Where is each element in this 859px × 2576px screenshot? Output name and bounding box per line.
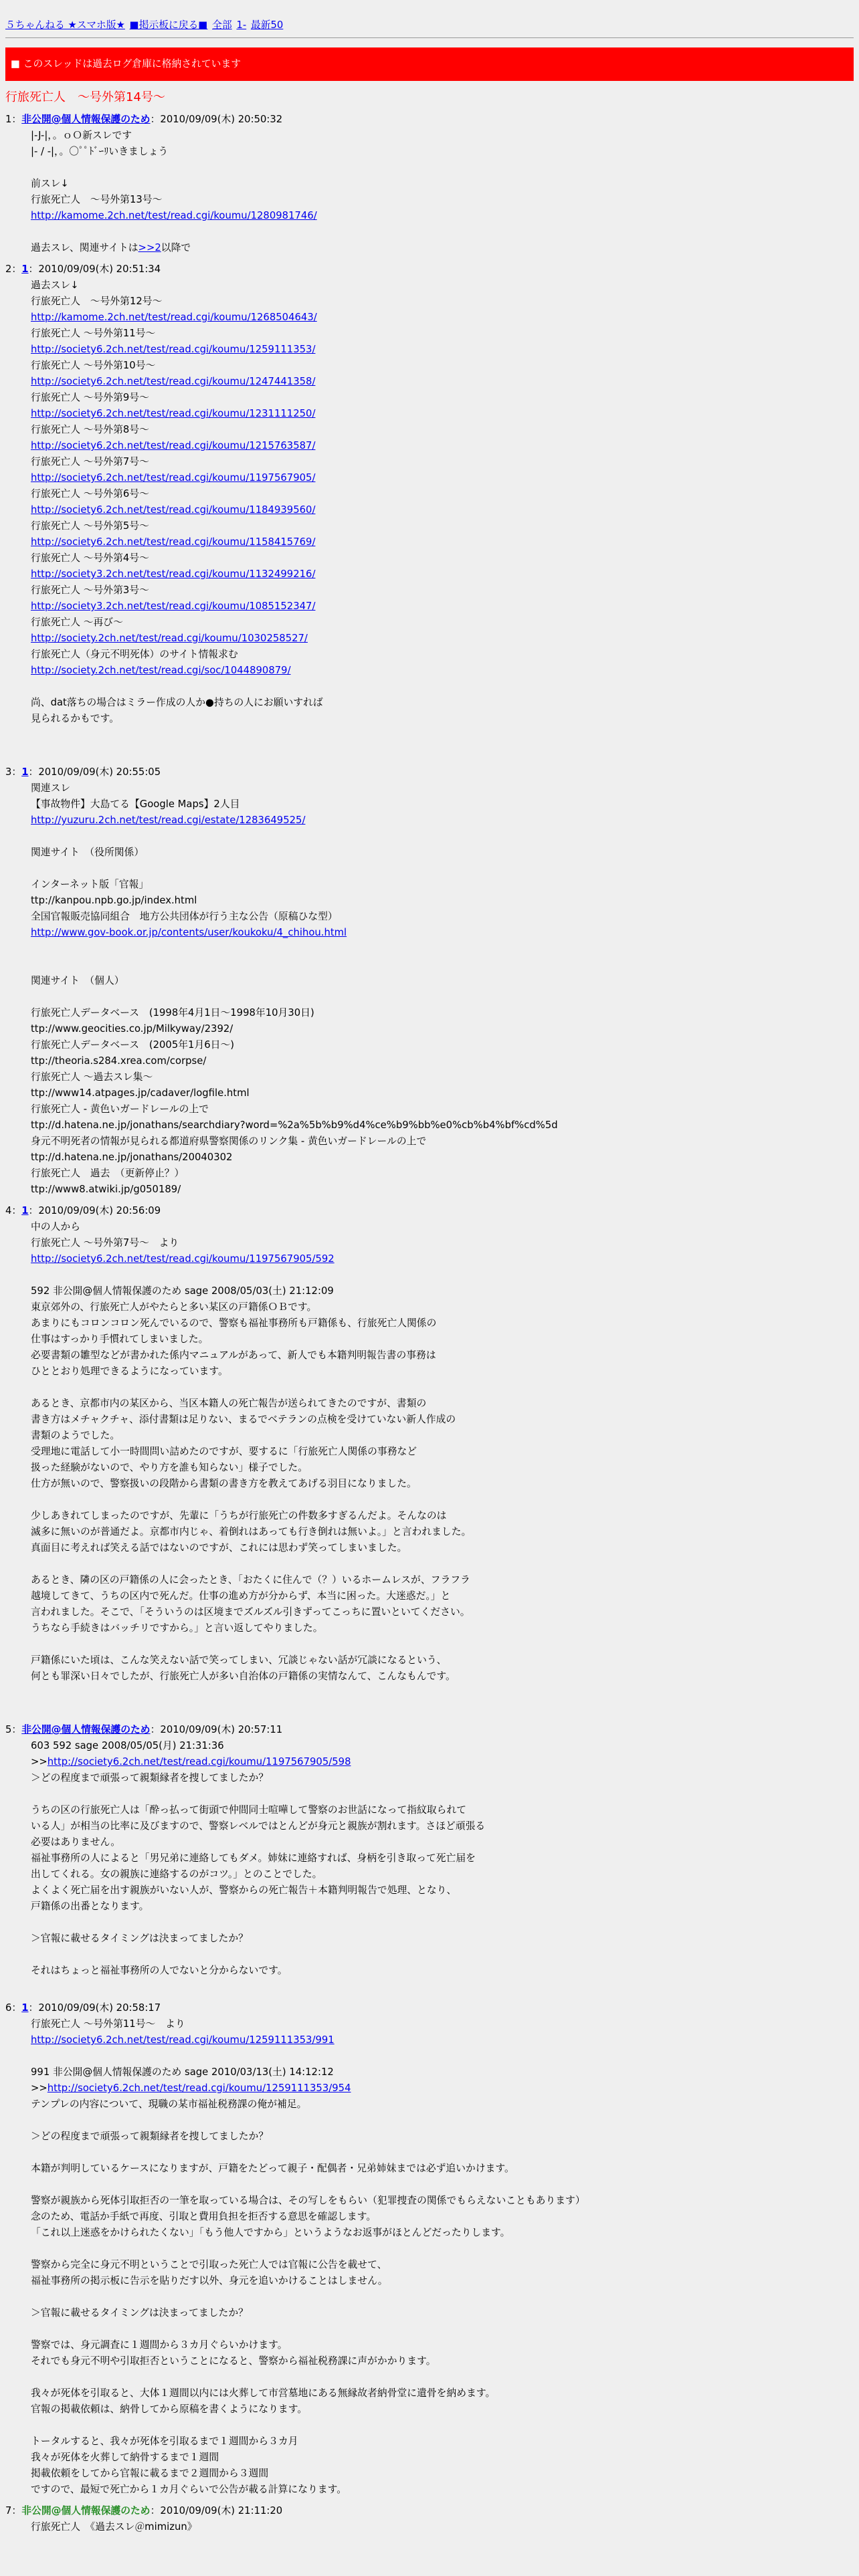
post-line: 行旅死亡人 ～号外第11号～	[31, 328, 156, 339]
post-line: あるとき、隣の区の戸籍係の人に会ったとき、「おたくに住んで（？）いるホームレスが、フラフラ	[31, 1574, 470, 1586]
post-line	[31, 160, 859, 176]
post-line: 行旅死亡人（身元不明死体）のサイト情報求む	[31, 649, 238, 660]
post-line	[31, 1786, 859, 1802]
post-line: ＞官報に載せるタイミングは決まってましたか？	[31, 2307, 248, 2319]
post-line	[31, 727, 859, 743]
thread-title: 行旅死亡人 ～号外第14号～	[5, 90, 165, 104]
post-line	[31, 631, 859, 647]
post-link[interactable]: http://kamome.2ch.net/test/read.cgi/koumu/1280981746/	[31, 210, 317, 221]
poster-name-link[interactable]: 1	[21, 1205, 29, 1216]
post-line: うちなら手続きはバッチリですから。」と言い返してやりました。	[31, 1622, 323, 1634]
post-line: 行旅死亡人 《過去スレ＠mimizun》	[31, 2521, 197, 2533]
post	[0, 764, 859, 1198]
post-link[interactable]: http://yuzuru.2ch.net/test/read.cgi/estate/1283649525/	[31, 815, 306, 826]
post-line	[31, 2418, 859, 2434]
post-header: 4：1：2010/09/09(木) 20:56:09	[5, 1205, 161, 1216]
post-link[interactable]: http://society6.2ch.net/test/read.cgi/koumu/1259111353/991	[31, 2034, 335, 2046]
post-date: 2010/09/09(木) 20:55:05	[38, 766, 161, 778]
post-link[interactable]: http://society6.2ch.net/test/read.cgi/koumu/1247441358/	[31, 376, 316, 387]
post-body	[0, 2519, 859, 2535]
post-body	[0, 128, 859, 256]
post-line: 真面目に考えれば笑える話ではないのですが、これには思わず笑ってしまいました。	[31, 1542, 407, 1553]
post-line	[31, 566, 859, 582]
post-line	[31, 957, 859, 973]
post-line	[31, 743, 859, 759]
post-date: 2010/09/09(木) 20:56:09	[38, 1205, 161, 1216]
post-date: 2010/09/09(木) 20:51:34	[38, 263, 161, 275]
post-line: |-J-|，。ｏＯ新スレです	[31, 130, 132, 141]
post-line	[31, 310, 859, 326]
poster-name-link[interactable]: 1	[21, 263, 29, 275]
post-line: 行旅死亡人 過去 （更新停止？）	[31, 1168, 185, 1179]
thread-posts	[0, 112, 859, 2535]
post-line: 関連サイト （個人）	[31, 975, 124, 986]
post-line	[31, 2369, 859, 2385]
post-line	[31, 2177, 859, 2193]
post-line	[31, 2032, 859, 2048]
post-line: テンプレの内容について、現職の某市福祉税務課の俺が補足。	[31, 2099, 307, 2110]
post-line: 必要はありません。	[31, 1836, 121, 1848]
post-line	[31, 2241, 859, 2257]
post-line: 592 非公開@個人情報保護のため sage 2008/05/03(土) 21:12:09	[31, 1285, 334, 1297]
post-line: 行旅死亡人 ～号外第9号～	[31, 392, 149, 403]
post-date: 2010/09/09(木) 20:57:11	[160, 1724, 283, 1735]
post-line: うちの区の行旅死亡人は「酔っ払って街頭で仲間同士喧嘩して警察のお世話になって指紋取られて	[31, 1804, 467, 1816]
post-line: 念のため、電話か手紙で再度、引取と費用負担を拒否する意思を確認します。	[31, 2211, 377, 2222]
post-line	[31, 1556, 859, 1572]
post-line: 行旅死亡人 ～号外第4号～	[31, 552, 149, 564]
post-line	[31, 534, 859, 550]
poster-name-link[interactable]: 1	[21, 2002, 29, 2014]
post-link[interactable]: http://www.gov-book.or.jp/contents/user/koukoku/4_chihou.html	[31, 927, 347, 938]
post-line: 行旅死亡人 ～号外第8号～	[31, 424, 149, 435]
post-line: 書類のようでした。	[31, 1430, 120, 1441]
post-line: 言われました。そこで、「そういうのは区境までズルズル引きずってこっちに置いといてください。	[31, 1606, 470, 1618]
post-line: 「これ以上迷惑をかけられたくない」「もう他人ですから」というようなお返事がほとんどだったりします。	[31, 2227, 510, 2238]
post-line: 必要書類の雛型などが書かれた係内マニュアルがあって、新人でも本籍判明報告書の事務は	[31, 1350, 436, 1361]
post-line	[31, 679, 859, 695]
post-header: 1：非公開@個人情報保護のため：2010/09/09(木) 20:50:32	[5, 114, 283, 125]
post-line: あるとき、京都市内の某区から、当区本籍人の死亡報告が送られてきたのですが、書類の	[31, 1398, 427, 1409]
post-line: 警察が親族から死体引取拒否の一筆を取っている場合は、その写しをもらい（犯罪捜査の関係でもらえないこともあります）	[31, 2195, 585, 2206]
post-line	[31, 2321, 859, 2337]
post-date: 2010/09/09(木) 20:58:17	[38, 2002, 161, 2014]
post-line: 行旅死亡人 ～号外第13号～	[31, 194, 163, 205]
post-line: 過去スレ↓	[31, 280, 79, 291]
post-line: ttp://www.geocities.co.jp/Milkyway/2392/	[31, 1023, 233, 1035]
post-line: |- / -|，。○ﾟﾟﾄﾞｰﾘいきましょう	[31, 146, 169, 157]
post-link[interactable]: http://society6.2ch.net/test/read.cgi/koumu/1197567905/598	[47, 1756, 351, 1767]
post	[0, 2503, 859, 2535]
line-text: 以降で	[161, 242, 191, 253]
post-line	[31, 1636, 859, 1652]
post-line	[31, 2145, 859, 2161]
post-line: 警察から完全に身元不明ということで引取った死亡人では官報に公告を載せて、	[31, 2259, 387, 2270]
post-line	[31, 374, 859, 390]
post-line: ですので、最短で死亡から１カ月ぐらいで公告が載る計算になります。	[31, 2484, 347, 2495]
post-line: 官報の掲載依頼は、納骨してから原稿を書くようになります。	[31, 2403, 308, 2415]
post-line: 仕事はすっかり手慣れてしまいました。	[31, 1333, 209, 1345]
post-line: 書き方はメチャクチャ、添付書類は足りない、まるでベテランの点検を受けていない新人作成の	[31, 1414, 456, 1425]
post-line: ttp://d.hatena.ne.jp/jonathans/searchdiary?word=%2a%5b%b9%d4%ce%b9%bb%e0%cb%b4%bf%cd%5d	[31, 1119, 558, 1131]
post-line: 我々が死体を引取ると、大体１週間以内には火葬して市営墓地にある無縁故者納骨堂に遺骨を納めます。	[31, 2387, 496, 2399]
post-line	[31, 813, 859, 829]
post-line: 何とも罪深い日々でしたが、行旅死亡人が多い自治体の戸籍係の実情なんて、こんなもんです。	[31, 1671, 456, 1682]
post-line	[31, 663, 859, 679]
archive-notice-banner: ■ このスレッドは過去ログ倉庫に格納されています	[5, 47, 854, 81]
post-line: ttp://theoria.s284.xrea.com/corpse/	[31, 1055, 207, 1067]
line-text: >>	[31, 2082, 47, 2094]
post-link[interactable]: http://society3.2ch.net/test/read.cgi/koumu/1085152347/	[31, 601, 316, 612]
post-line	[31, 1492, 859, 1508]
post-line	[31, 1267, 859, 1283]
post-line	[31, 989, 859, 1005]
post-line: 本籍が判明しているケースになりますが、戸籍をたどって親子・配偶者・兄弟姉妹までは必ず追いかけます。	[31, 2163, 514, 2174]
post-line	[31, 438, 859, 454]
post-line	[31, 2289, 859, 2305]
back-to-board-link[interactable]: ■掲示板に戻る■	[129, 19, 208, 31]
post-line	[31, 1251, 859, 1267]
post-line: 行旅死亡人 ～号外第12号～	[31, 296, 163, 307]
post-line: それでも身元不明や引取拒否ということになると、警察から福祉税務課に声がかかります。	[31, 2355, 436, 2367]
post-line: インターネット版「官報」	[31, 879, 149, 890]
post-line: 少しあきれてしまったのですが、先輩に「うちが行旅死亡の件数多すぎるんだよ。そんなのは	[31, 1510, 447, 1521]
post-line: ttp://d.hatena.ne.jp/jonathans/20040302	[31, 1152, 233, 1163]
post-number: 2	[5, 263, 12, 275]
post-line	[31, 941, 859, 957]
post-line: 関連サイト （役所関係）	[31, 847, 145, 858]
post-date: 2010/09/09(木) 20:50:32	[160, 114, 283, 125]
post-line: ＞どの程度まで頑張って親類縁者を捜してましたか？	[31, 2131, 269, 2142]
post-line: 仕方が無いので、警察扱いの段階から書類の書き方を教えてあげる羽目になりました。	[31, 1478, 417, 1489]
post-line: ttp://www14.atpages.jp/cadaver/logfile.html	[31, 1087, 250, 1099]
post	[0, 1203, 859, 1717]
post-line: 前スレ↓	[31, 178, 69, 189]
post-link[interactable]: http://society6.2ch.net/test/read.cgi/koumu/1231111250/	[31, 408, 316, 419]
post-line	[31, 1380, 859, 1396]
post-line: 戸籍係の出番となります。	[31, 1901, 149, 1912]
post-line: ttp://www8.atwiki.jp/g050189/	[31, 1184, 181, 1195]
post-line: 行旅死亡人 ～号外第7号～	[31, 456, 149, 467]
post-line	[31, 2080, 859, 2097]
post-line: ＞官報に載せるタイミングは決まってましたか？	[31, 1933, 248, 1944]
post-line: ttp://kanpou.npb.go.jp/index.html	[31, 895, 197, 906]
poster-name-link[interactable]: 非公開@個人情報保護のため	[21, 114, 151, 125]
post-line	[31, 2048, 859, 2064]
post-header: 3：1：2010/09/09(木) 20:55:05	[5, 766, 161, 778]
post-link[interactable]: http://society6.2ch.net/test/read.cgi/koumu/1259111353/954	[47, 2082, 351, 2094]
post-line: 603 592 sage 2008/05/05(月) 21:31:36	[31, 1740, 224, 1751]
post-body	[0, 2016, 859, 2498]
line-text: >>	[31, 1756, 47, 1767]
post-line	[31, 240, 859, 256]
post-link[interactable]: http://society6.2ch.net/test/read.cgi/koumu/1215763587/	[31, 440, 316, 451]
post-line: 出してくれる。女の親族に連絡するのがコツ。」とのことでした。	[31, 1868, 322, 1880]
post-body	[0, 1738, 859, 1995]
post-line: 関連スレ	[31, 782, 71, 794]
post-line: それはちょっと福祉事務所の人でないと分からないです。	[31, 1965, 288, 1976]
poster-name-link[interactable]: 非公開@個人情報保護のため	[21, 1724, 151, 1735]
latest-50-link[interactable]: 最新50	[250, 19, 284, 31]
post-header: 7：非公開@個人情報保護のため：2010/09/09(木) 21:11:20	[5, 2505, 283, 2516]
post-line	[31, 1701, 859, 1717]
post-link[interactable]: http://society6.2ch.net/test/read.cgi/koumu/1158415769/	[31, 536, 316, 548]
post-line: 行旅死亡人 ～号外第5号～	[31, 520, 149, 532]
post-line: 扱った経験がないので、やり方を誰も知らない」様子でした。	[31, 1462, 308, 1473]
post-line: 我々が死体を火葬して納骨するまで１週間	[31, 2452, 219, 2463]
post-line: 滅多に無いのが普通だよ。京都市内じゃ、着倒れはあっても行き倒れは無いよ。」と言われました。	[31, 1526, 472, 1537]
post	[0, 2000, 859, 2498]
post-line: 行旅死亡人 ～号外第6号～	[31, 488, 149, 500]
post-line	[31, 406, 859, 422]
post-line: 行旅死亡人 ～号外第11号～ より	[31, 2018, 185, 2030]
post-body	[0, 278, 859, 759]
post-line	[31, 829, 859, 845]
post-date: 2010/09/09(木) 21:11:20	[160, 2505, 283, 2516]
post-link[interactable]: >>2	[138, 242, 161, 253]
post-number: 5	[5, 1724, 12, 1735]
post-line: よくよく死亡届を出す親族がいない人が、警察からの死亡報告＋本籍判明報告で処理、となり、	[31, 1885, 457, 1896]
post-line: 行旅死亡人データベース (2005年1月6日～)	[31, 1039, 235, 1051]
post-body	[0, 780, 859, 1198]
post-line	[31, 1947, 859, 1963]
post-line	[31, 502, 859, 518]
post-line: トータルすると、我々が死体を引取るまで１週間から３カ月	[31, 2436, 298, 2447]
post-line: 尚、dat落ちの場合はミラー作成の人か●持ちの人にお願いすれば	[31, 697, 323, 708]
all-posts-link[interactable]: 全部	[212, 19, 232, 31]
post-link[interactable]: http://society6.2ch.net/test/read.cgi/koumu/1197567905/	[31, 472, 316, 484]
post-line: 東京郊外の、行旅死亡人がやたらと多い某区の戸籍係ＯＢです。	[31, 1301, 317, 1313]
post-link[interactable]: http://society6.2ch.net/test/read.cgi/koumu/1184939560/	[31, 504, 316, 516]
post-link[interactable]: http://society6.2ch.net/test/read.cgi/koumu/1197567905/592	[31, 1253, 335, 1265]
post-header: 2：1：2010/09/09(木) 20:51:34	[5, 263, 161, 275]
post	[0, 1722, 859, 1995]
post-line: 福祉事務所の掲示板に告示を貼りだす以外、身元を追いかけることはしません。	[31, 2275, 388, 2286]
post-line: 掲載依頼をしてから官報に載るまで２週間から３週間	[31, 2468, 269, 2479]
post-link[interactable]: http://society6.2ch.net/test/read.cgi/koumu/1259111353/	[31, 344, 316, 355]
post-line: 行旅死亡人 ～号外第7号～ より	[31, 1237, 179, 1249]
post-link[interactable]: http://society3.2ch.net/test/read.cgi/koumu/1132499216/	[31, 568, 316, 580]
post-line: 【事故物件】大島てる【Google Maps】2人目	[31, 798, 240, 810]
poster-name: 非公開@個人情報保護のため	[21, 2505, 151, 2516]
post-link[interactable]: http://society.2ch.net/test/read.cgi/soc/1044890879/	[31, 665, 291, 676]
post-line: 受理地に電話して小一時間問い詰めたのですが、要するに「行旅死亡人関係の事務など	[31, 1446, 417, 1457]
post-line: 見られるかもです。	[31, 713, 119, 724]
post-line: 全国官報販売協同組合 地方公共団体が行う主な公告（原稿ひな型）	[31, 911, 338, 922]
post-number: 3	[5, 766, 12, 778]
post-line: 行旅死亡人データベース (1998年4月1日～1998年10月30日)	[31, 1007, 314, 1018]
post-line: 越境してきて、うちの区内で死んだ。仕事の進め方が分からず、本当に困った。大迷惑だ。」と	[31, 1590, 451, 1602]
post-line	[31, 2113, 859, 2129]
post	[0, 112, 859, 256]
post-line	[31, 1754, 859, 1770]
post-line: 身元不明死者の情報が見られる都道府県警察関係のリンク集 - 黄色いガードレールの上で	[31, 1136, 427, 1147]
post-number: 4	[5, 1205, 12, 1216]
post-line	[31, 224, 859, 240]
post-line: いる人」が相当の比率に及びますので、警察レベルではとんどが身元と親族が割れます。さほど頑張る	[31, 1820, 486, 1832]
post-line: 行旅死亡人 ～号外第10号～	[31, 360, 156, 371]
post-line: 戸籍係にいた頃は、こんな笑えない話で笑ってしまい、冗談じゃない話が冗談になるという、	[31, 1654, 447, 1666]
divider	[5, 37, 854, 38]
post-number: 1	[5, 114, 12, 125]
poster-name-link[interactable]: 1	[21, 766, 29, 778]
post-number: 7	[5, 2505, 12, 2516]
post-line	[31, 599, 859, 615]
post-line	[31, 342, 859, 358]
line-text: 過去スレ、関連サイトは	[31, 242, 138, 253]
post-line	[31, 1685, 859, 1701]
post-line	[31, 470, 859, 486]
post-header: 5：非公開@個人情報保護のため：2010/09/09(木) 20:57:11	[5, 1724, 283, 1735]
post-line	[31, 861, 859, 877]
first-posts-link[interactable]: 1-	[236, 19, 247, 31]
post-line: あまりにもコロンコロン死んでいるので、警察も福祉事務所も戸籍係も、行旅死亡人関係の	[31, 1317, 437, 1329]
post	[0, 261, 859, 759]
post-line: 中の人から	[31, 1221, 80, 1232]
post-header: 6：1：2010/09/09(木) 20:58:17	[5, 2002, 161, 2014]
post-body	[0, 1219, 859, 1717]
post-line	[31, 925, 859, 941]
top-navigation	[0, 0, 859, 33]
post-line: 行旅死亡人 ～再び～	[31, 617, 123, 628]
post-line	[31, 1979, 859, 1995]
post-line: 991 非公開@個人情報保護のため sage 2010/03/13(土) 14:12:12	[31, 2066, 334, 2078]
post-line: 行旅死亡人 ～過去スレ集～	[31, 1071, 153, 1083]
post-line	[31, 208, 859, 224]
smartphone-site-link[interactable]: ５ちゃんねる ★スマホ版★	[5, 19, 125, 31]
post-line: 福祉事務所の人によると「男兄弟に連絡してもダメ。姉妹に連絡すれば、身柄を引き取って死亡届を	[31, 1852, 476, 1864]
post-line: ＞どの程度まで頑張って親類縁者を捜してましたか？	[31, 1772, 269, 1784]
post-line	[31, 1915, 859, 1931]
post-link[interactable]: http://kamome.2ch.net/test/read.cgi/koumu/1268504643/	[31, 312, 317, 323]
post-link[interactable]: http://society.2ch.net/test/read.cgi/koumu/1030258527/	[31, 633, 308, 644]
post-line: 警察では、身元調査に１週間から３カ月ぐらいかけます。	[31, 2339, 288, 2351]
post-line: ひととおり処理できるようになっています。	[31, 1366, 228, 1377]
post-line: 行旅死亡人 - 黄色いガードレールの上で	[31, 1103, 209, 1115]
post-line: 行旅死亡人 ～号外第3号～	[31, 584, 149, 596]
post-number: 6	[5, 2002, 12, 2014]
